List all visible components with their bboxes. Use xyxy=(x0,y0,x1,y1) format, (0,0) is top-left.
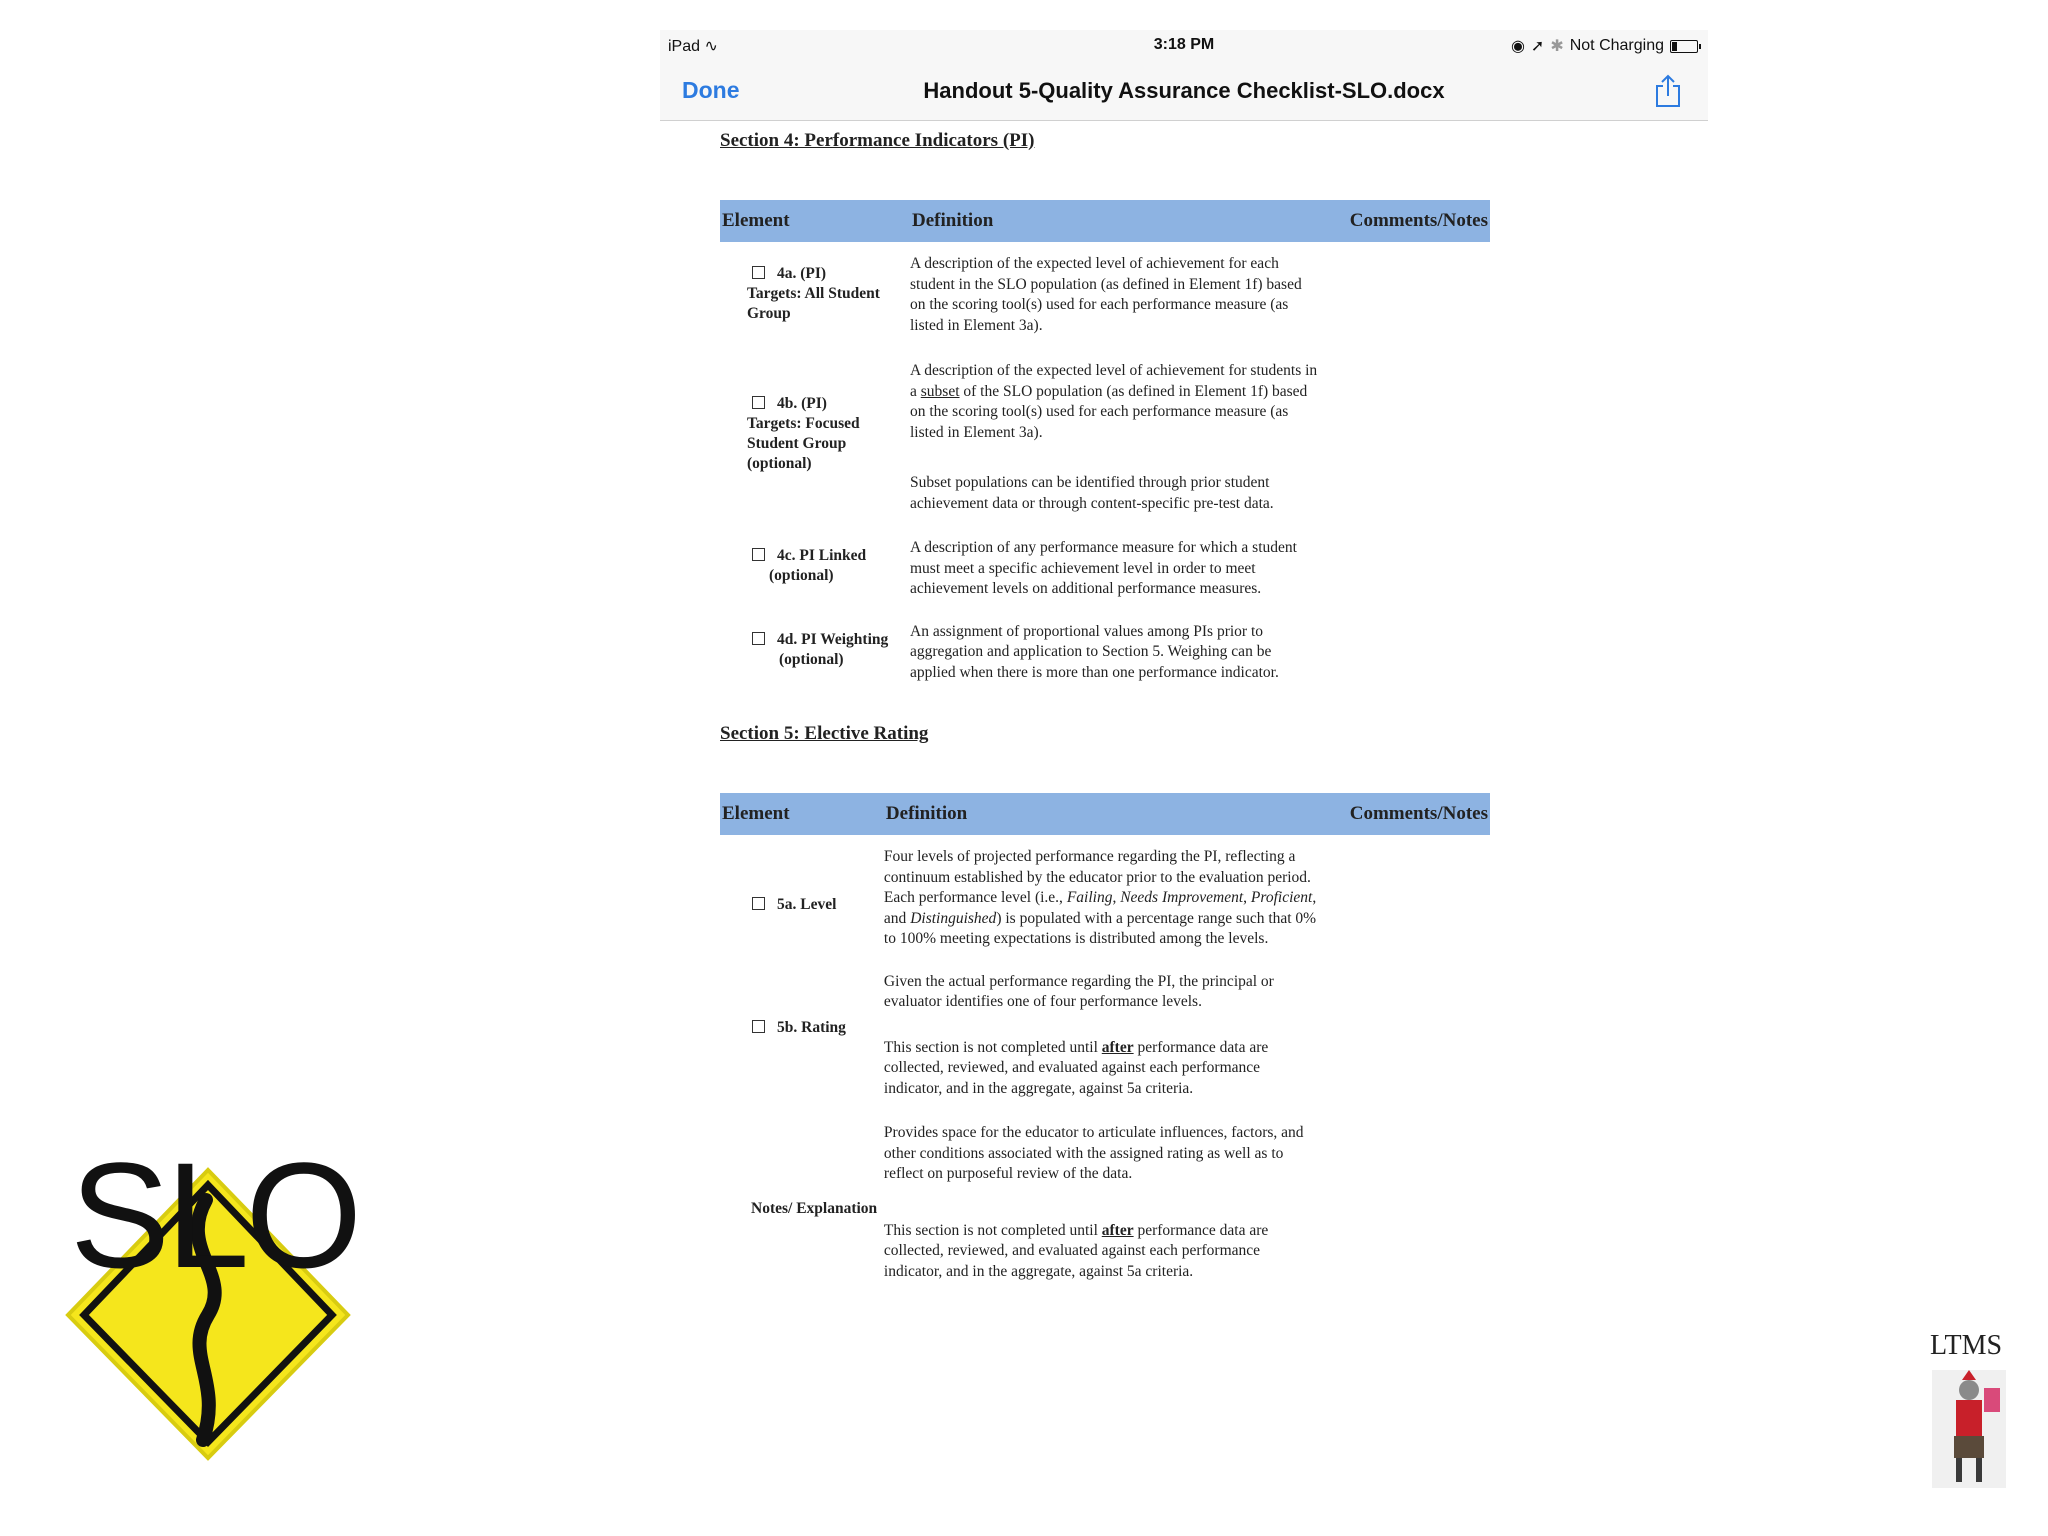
element-cell xyxy=(720,835,884,950)
comments-cell[interactable] xyxy=(1320,950,1490,1185)
section4-title: Section 4: Performance Indicators (PI) xyxy=(720,130,1035,151)
definition-text-part: , xyxy=(1243,889,1251,906)
definition-cell xyxy=(884,1185,1320,1283)
checkbox[interactable] xyxy=(752,266,765,279)
element-label: (optional) xyxy=(769,567,834,584)
battery-status-text: Not Charging xyxy=(1569,37,1664,54)
header-comments: Comments/Notes xyxy=(1320,200,1490,242)
header-definition: Definition xyxy=(910,200,1320,242)
table-row xyxy=(720,336,1490,514)
comments-cell[interactable] xyxy=(1320,600,1490,684)
battery-icon xyxy=(1670,40,1698,53)
element-cell xyxy=(720,1185,884,1283)
element-cell xyxy=(720,242,910,336)
checkbox[interactable] xyxy=(752,396,765,409)
element-label: Student Group xyxy=(747,435,847,452)
comments-cell[interactable] xyxy=(1320,514,1490,600)
definition-text-part: performance data are collected, reviewed, and evaluated against each performance indicator, and in the aggregate, against 5a criteria. xyxy=(883,1221,1269,1280)
element-label: Group xyxy=(747,305,791,322)
status-right xyxy=(1511,36,1698,56)
done-button[interactable]: Done xyxy=(682,77,740,103)
checkbox[interactable] xyxy=(752,1020,765,1033)
share-icon[interactable] xyxy=(1654,74,1682,108)
definition-text: Subset populations can be identified through prior student achievement data or through content-specific pre-test data. xyxy=(910,474,1274,512)
device-label: iPad xyxy=(668,38,701,55)
location-icon: ➚ xyxy=(1530,38,1545,55)
definition-text-part: This section is not completed until xyxy=(883,1221,1102,1239)
knight-mascot-icon xyxy=(1932,1370,2006,1488)
element-label: Targets: All Student xyxy=(747,285,880,302)
bluetooth-icon: ✱ xyxy=(1550,38,1564,55)
header-element: Element xyxy=(720,793,884,835)
orientation-lock-icon: ◉ xyxy=(1510,38,1525,55)
definition-emphasis: subset xyxy=(920,382,960,400)
table-row xyxy=(720,600,1490,684)
definition-text xyxy=(884,1221,1320,1283)
definition-text: Given the actual performance regarding the PI, the principal or evaluator identifies one of four performance levels. xyxy=(883,972,1274,1010)
definition-text xyxy=(910,361,1320,443)
element-cell xyxy=(720,600,910,684)
section4-header-row xyxy=(720,200,1490,242)
comments-cell[interactable] xyxy=(1320,835,1490,950)
definition-text: A description of the expected level of achievement for each student in the SLO population (as defined in Element 1f) based on the scoring tool(s) used for each performance measure (as listed in Element 3a). xyxy=(910,255,1302,334)
section5-header-row xyxy=(720,793,1490,835)
element-label: 4d. PI Weighting xyxy=(777,630,889,648)
navigation-bar xyxy=(660,60,1708,121)
element-label: 5b. Rating xyxy=(777,1018,846,1036)
wifi-icon: ∿ xyxy=(704,38,718,55)
definition-italic: Failing xyxy=(1066,889,1113,906)
definition-emphasis: after xyxy=(1101,1221,1134,1239)
element-cell xyxy=(720,336,910,514)
document-body[interactable] xyxy=(720,130,1600,1282)
slo-logo-text: SLO xyxy=(70,1131,359,1299)
ipad-screen xyxy=(660,30,1708,1500)
definition-text: Provides space for the educator to articulate influences, factors, and other conditions associated with the assigned rating as well as to reflect on purposeful review of the data. xyxy=(883,1124,1304,1182)
definition-text-part: performance data are collected, reviewed, and evaluated against each performance indicator, and in the aggregate, against 5a criteria. xyxy=(883,1038,1269,1097)
definition-text: An assignment of proportional values among PIs prior to aggregation and application to Section 5. Weighing can be applied when there is more than one performance indicator. xyxy=(910,622,1279,681)
element-label: 4b. (PI) xyxy=(777,395,827,412)
definition-text-part: This section is not completed until xyxy=(883,1038,1102,1056)
definition-emphasis: after xyxy=(1101,1038,1134,1056)
definition-cell xyxy=(910,242,1320,336)
element-cell xyxy=(720,950,884,1185)
element-label: 4c. PI Linked xyxy=(777,547,867,564)
header-comments: Comments/Notes xyxy=(1320,793,1490,835)
element-label: (optional) xyxy=(747,455,812,472)
element-label: Targets: Focused xyxy=(747,415,860,432)
ltms-logo-text: LTMS xyxy=(1930,1330,2003,1361)
definition-cell xyxy=(884,950,1320,1185)
comments-cell[interactable] xyxy=(1320,1185,1490,1283)
definition-cell xyxy=(910,600,1320,684)
checkbox[interactable] xyxy=(752,897,765,910)
header-definition: Definition xyxy=(884,793,1320,835)
document-title: Handout 5-Quality Assurance Checklist-SLO.docx xyxy=(923,78,1445,103)
definition-text xyxy=(884,1038,1320,1100)
comments-cell[interactable] xyxy=(1320,336,1490,514)
element-label: Notes/ Explanation xyxy=(751,1199,878,1217)
definition-text-part: of the SLO population (as defined in Element 1f) based on the scoring tool(s) used for each performance measure (as listed in Element 3a). xyxy=(910,382,1308,441)
definition-text-part: A description of the expected level of achievement for students in a xyxy=(910,362,1318,400)
clock: 3:18 PM xyxy=(1153,36,1215,53)
definition-text-part: ) is populated with a percentage range such that 0% to 100% meeting expectations is distributed among the levels. xyxy=(883,909,1317,947)
definition-cell xyxy=(910,336,1320,514)
checkbox[interactable] xyxy=(752,548,765,561)
table-row xyxy=(720,514,1490,600)
definition-italic: Proficient xyxy=(1250,889,1313,906)
definition-cell xyxy=(910,514,1320,600)
section5-title: Section 5: Elective Rating xyxy=(720,723,929,744)
definition-text-part: , xyxy=(1112,889,1121,906)
table-row xyxy=(720,950,1490,1185)
element-label: 5a. Level xyxy=(777,896,837,913)
definition-text: A description of any performance measure for which a student must meet a specific achievement level in order to meet achievement levels on additional performance measures. xyxy=(910,539,1297,597)
status-bar xyxy=(660,30,1708,60)
comments-cell[interactable] xyxy=(1320,242,1490,336)
definition-text-part: , and xyxy=(883,889,1317,927)
table-row xyxy=(720,1185,1490,1283)
definition-cell xyxy=(884,835,1320,950)
checkbox[interactable] xyxy=(752,632,765,645)
element-cell xyxy=(720,514,910,600)
header-element: Element xyxy=(720,200,910,242)
element-label: 4a. (PI) xyxy=(777,265,827,282)
element-label: (optional) xyxy=(779,650,844,668)
definition-italic: Distinguished xyxy=(910,909,997,927)
section4-table xyxy=(720,200,1490,683)
definition-text xyxy=(884,847,1320,950)
table-row xyxy=(720,242,1490,336)
table-row xyxy=(720,835,1490,950)
definition-text-part: Four levels of projected performance regarding the PI, reflecting a continuum established by the educator prior to the evaluation period. Each performance level (i.e., xyxy=(883,848,1311,906)
definition-italic: Needs Improvement xyxy=(1120,889,1244,906)
section5-table xyxy=(720,793,1490,1282)
